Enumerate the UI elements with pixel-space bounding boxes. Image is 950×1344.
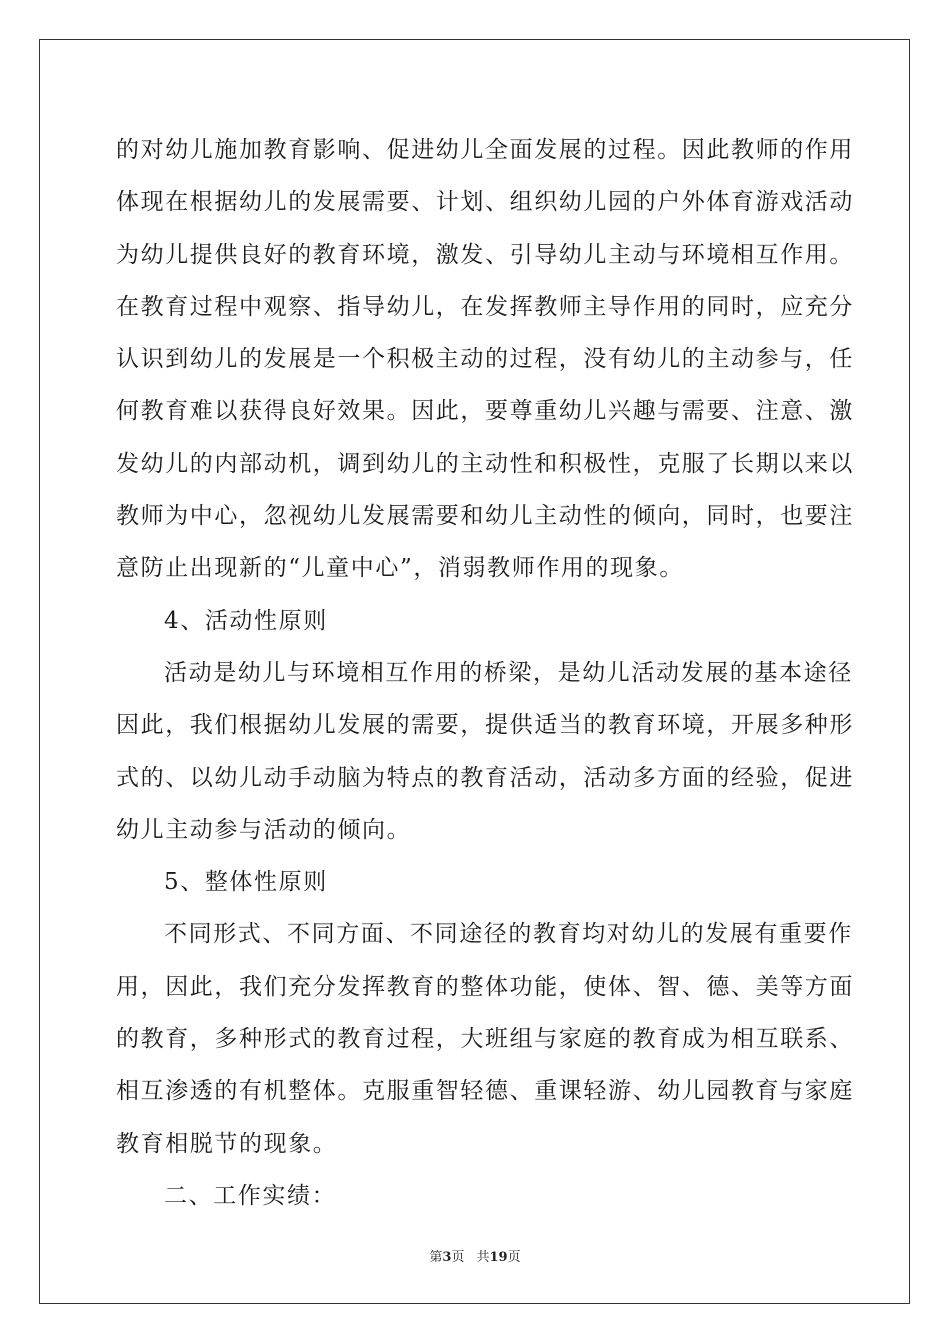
text-line: 式的、以幼儿动手动脑为特点的教育活动，活动多方面的经验，促进 [116,764,854,791]
text-line: 在教育过程中观察、指导幼儿，在发挥教师主导作用的同时，应充分 [116,293,854,320]
footer-page-prefix: 第 [429,1250,443,1265]
footer-current-page: 3 [442,1250,452,1265]
text-line: 教育相脱节的现象。 [116,1130,338,1157]
text-line: 教师为中心，忽视幼儿发展需要和幼儿主动性的倾向，同时，也要注 [116,503,854,530]
text-line: 的对幼儿施加教育影响、促进幼儿全面发展的过程。因此教师的作用 [116,137,854,163]
footer-total-pages: 19 [489,1250,508,1265]
text-line: 幼儿主动参与活动的倾向。 [116,816,412,843]
page-footer [0,1246,950,1265]
text-line: 何教育难以获得良好效果。因此，要尊重幼儿兴趣与需要、注意、激 [116,398,854,425]
text-line: 意防止出现新的“儿童中心”，消弱教师作用的现象。 [116,555,684,582]
footer-page-suffix: 页 [451,1250,465,1265]
text-line: 4、活动性原则 [164,607,328,634]
footer-total-prefix: 共 [476,1250,490,1265]
text-line: 的教育，多种形式的教育过程，大班组与家庭的教育成为相互联系、 [116,1026,854,1053]
text-line: 二、工作实绩： [164,1182,337,1209]
document-body [116,124,854,1222]
text-line: 认识到幼儿的发展是一个积极主动的过程，没有幼儿的主动参与，任 [116,346,854,373]
text-line: 体现在根据幼儿的发展需要、计划、组织幼儿园的户外体育游戏活动 [116,189,854,216]
text-line: 不同形式、不同方面、不同途径的教育均对幼儿的发展有重要作 [164,921,853,948]
text-line: 用，因此，我们充分发挥教育的整体功能，使体、智、德、美等方面 [116,973,854,1000]
text-line: 因此，我们根据幼儿发展的需要，提供适当的教育环境，开展多种形 [116,712,854,739]
text-line: 相互渗透的有机整体。克服重智轻德、重课轻游、幼儿园教育与家庭 [116,1078,854,1105]
text-line: 为幼儿提供良好的教育环境，激发、引导幼儿主动与环境相互作用。 [116,241,854,268]
text-line: 发幼儿的内部动机，调到幼儿的主动性和积极性，克服了长期以来以 [116,450,854,477]
text-line: 活动是幼儿与环境相互作用的桥梁，是幼儿活动发展的基本途径 [164,659,853,686]
text-line: 5、整体性原则 [164,869,328,896]
footer-total-suffix: 页 [507,1250,521,1265]
